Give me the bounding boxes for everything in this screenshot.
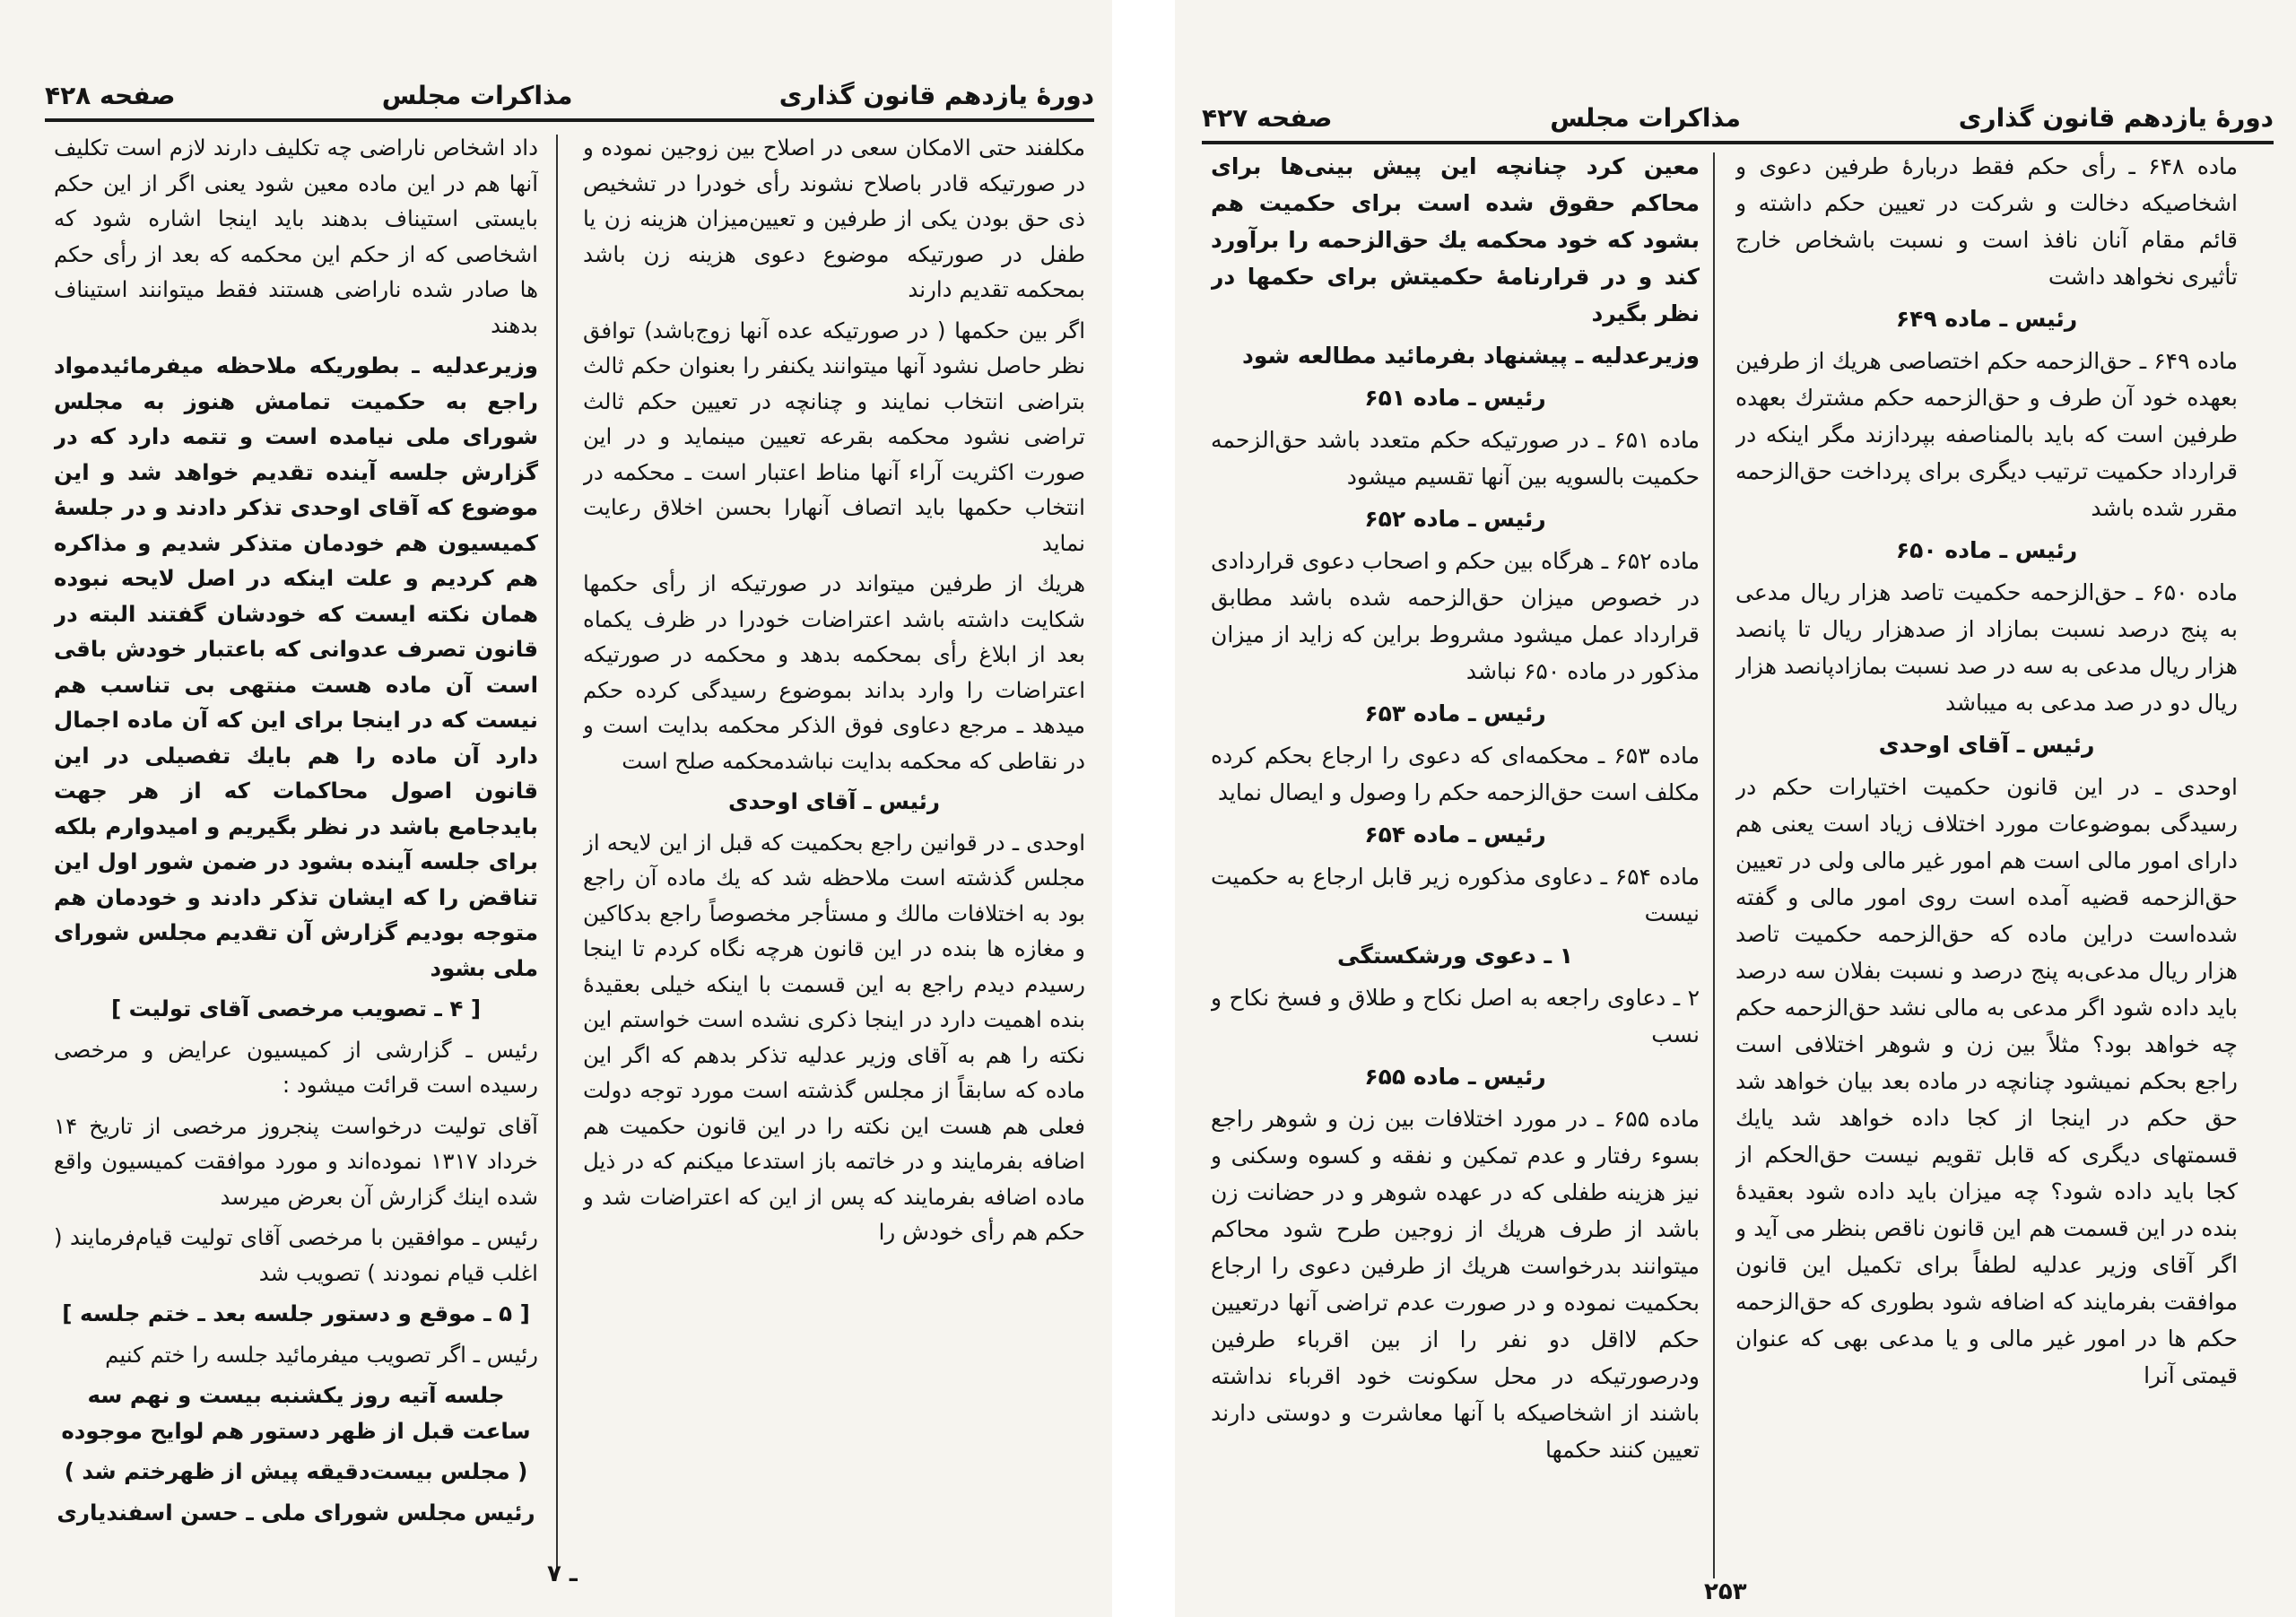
- section-heading: جلسه آتیه روز یکشنبه بیست و نهم سه ساعت قبل از ظهر دستور هم لوایح موجوده: [61, 1382, 531, 1444]
- section-heading: ( مجلس بیست‌دقیقه پیش از ظهرختم شد ): [64, 1458, 528, 1484]
- column-divider: [1713, 152, 1715, 1578]
- section-heading: رئیس ـ ماده ۶۵۰: [1895, 537, 2078, 563]
- paragraph: ماده ۶۵۰ ـ حق‌الزحمه حکمیت تاصد هزار ریال مدعی به پنج درصد نسبت بمازاد از صدهزار ریال تا پانصد هزار ریال مدعی به سه در صد نسبت بمازادپانصد هزار ریال دو در صد مدعی به میباشد: [1735, 579, 2238, 716]
- paragraph: اوحدی ـ در این قانون حکمیت اختیارات حکم در رسیدگی بموضوعات مورد اختلاف زیاد است یعنی هم دارای امور مالی است هم امور غیر مالی ولی در تعیین حق‌الزحمه قضیه آمده است روی امور مالی و گفته شده‌است دراین ماده که حق‌الزحمه حکمیت تاصد هزار ریال مدعی‌به پنج درصد و نسبت بفلان سه درصد باید داده شود اگر مدعی به مالی نشد حق‌الزحمه حکم چه خواهد بود؟ مثلاً بین زن و شوهر اختلافی است راجع بحکم نمیشود چنانچه در ماده بعد بیان خواهد شد حق حکم در اینجا از کجا داده خواهد شد یایك قسمتهای دیگری که قابل تقویم نیست حق‌الحکم از کجا باید داده شود؟ چه میزان باید داده شود بعقیدهٔ بنده در این قسمت هم این قانون ناقص بنظر می آید و اگر آقای وزیر عدلیه لطفاً برای تکمیل این قانون موافقت بفرمایند که اضافه شود بطوری که حق‌الزحمه حکم ها در امور غیر مالی و یا مدعی بهی که عنوان قیمتی آنرا: [1735, 774, 2238, 1388]
- page-footer: ۲۵۳: [1704, 1578, 1747, 1605]
- paragraph: رئیس ـ گزارشی از کمیسیون عرایض و مرخصی رسیده است قرائت میشود :: [54, 1036, 538, 1098]
- paragraph: آقای تولیت درخواست پنجروز مرخصی از تاریخ ۱۴ خرداد ۱۳۱۷ نموده‌اند و مورد موافقت کمیسیون واقع شده اینك گزارش آن بعرض میرسد: [54, 1112, 538, 1210]
- section-heading: رئیس ـ ماده ۶۴۹: [1895, 306, 2078, 332]
- left-page: [0, 0, 1112, 1617]
- paragraph: ۲ ـ دعاوی راجعه به اصل نکاح و طلاق و فسخ نکاح و نسب: [1211, 985, 1700, 1048]
- paragraph: ماده ۶۵۳ ـ محکمه‌ای که دعوی را ارجاع بحکم کرده مکلف است حق‌الزحمه حکم را وصول و ایصال نماید: [1211, 743, 1700, 805]
- section-heading: [ ۵ ـ موقع و دستور جلسه بعد ـ ختم جلسه ]: [62, 1300, 530, 1326]
- paragraph: ماده ۶۴۸ ـ رأی حکم فقط دربارهٔ طرفین دعوی و اشخاصیکه دخالت و شرکت در تعیین حکم داشته و قائم مقام آنان نافذ است و نسبت باشخاص خارج تأثیری نخواهد داشت: [1735, 153, 2238, 290]
- section-heading: رئیس ـ ماده ۶۵۳: [1364, 700, 1546, 726]
- paragraph: ماده ۶۵۲ ـ هرگاه بین حکم و اصحاب دعوی قراردادی در خصوص میزان حق‌الزحمه شده باشد مطابق قرارداد عمل میشود مشروط براین که زاید از میزان مذکور در ماده ۶۵۰ نباشد: [1211, 548, 1700, 684]
- paragraph: مکلفند حتی الامکان سعی در اصلاح بین زوجین نموده و در صورتیکه قادر باصلاح نشوند رأی خودرا در تشخیص ذی حق بودن یکی از طرفین و تعیین‌میزان هزینه زن یا طفل در صورتیکه موضوع دعوی هزینه زن باشد بمحکمه تقدیم دارند: [583, 135, 1085, 302]
- right-page-column-right: [1735, 148, 2238, 1581]
- section-heading: رئیس ـ ماده ۶۵۵: [1364, 1064, 1546, 1090]
- paragraph: ماده ۶۵۴ ـ دعاوی مذکوره زیر قابل ارجاع به حکمیت نیست: [1211, 864, 1700, 926]
- left-page-column-right: [583, 130, 1085, 1581]
- paragraph: داد اشخاص ناراضی چه تکلیف دارند لازم است تکلیف آنها هم در این ماده معین شود یعنی اگر از این حکم بایستی استیناف بدهند باید اینجا اشاره شود که اشخاصی که از حکم این محکمه که بعد از رأی حکم ها صادر شده ناراضی هستند فقط میتوانند استیناف بدهند: [54, 135, 538, 338]
- section-heading: رئیس ـ ماده ۶۵۱: [1364, 385, 1546, 411]
- header-title: مذاکرات مجلس: [381, 80, 573, 110]
- header-period: دورهٔ یازدهم قانون گذاری: [778, 80, 1094, 110]
- section-heading: رئیس ـ آقای اوحدی: [728, 788, 940, 814]
- section-heading: رئیس ـ آقای اوحدی: [1878, 732, 2095, 758]
- header-page-number: صفحه ۴۲۸: [45, 80, 176, 110]
- paragraph: وزیرعدلیه ـ پیشنهاد بفرمائید مطالعه شود: [1242, 343, 1700, 369]
- right-page-header: [1202, 94, 2274, 144]
- section-heading: رئیس مجلس شورای ملی ـ حسن اسفندیاری: [57, 1499, 535, 1526]
- column-divider: [556, 135, 558, 1569]
- left-page-column-left: [54, 130, 538, 1581]
- paragraph: رئیس ـ موافقین با مرخصی آقای تولیت قیام‌فرمایند ( اغلب قیام نمودند ) تصویب شد: [54, 1224, 538, 1286]
- header-page-number: صفحه ۴۲۷: [1202, 102, 1333, 133]
- paragraph: ماده ۶۴۹ ـ حق‌الزحمه حکم اختصاصی هریك از طرفین بعهده خود آن طرف و حق‌الزحمه حکم مشترك بعهده طرفین است که باید بالمناصفه بپردازند مگر اینکه در قرارداد حکمیت ترتیب دیگری برای پرداخت حق‌الزحمه مقرر شده باشد: [1735, 348, 2238, 521]
- paragraph: هریك از طرفین میتواند در صورتیکه از رأی حکمها شکایت داشته باشد اعتراضات خودرا در ظرف یکماه بعد از ابلاغ رأی بمحکمه بدهد و محکمه در صورتیکه اعتراضات را وارد بداند بموضوع رسیدگی کرده حکم میدهد ـ مرجع دعاوی فوق الذکر محکمه بدایت است و در نقاطی که محکمه بدایت نباشدمحکمه صلح است: [583, 570, 1085, 774]
- section-heading: ۱ ـ دعوی ورشکستگی: [1337, 943, 1573, 969]
- left-page-header: [45, 72, 1094, 122]
- paragraph: اوحدی ـ در قوانین راجع بحکمیت که قبل از این لایحه از مجلس گذشته است ملاحظه شد که یك ماده آن راجع بود به اختلافات مالك و مستأجر مخصوصاً راجع بدکاکین و مغازه ها بنده در این قانون هرچه نگاه کردم تا اینجا رسیدم دیدم راجع به این قسمت با اینکه خیلی بعقیدهٔ بنده اهمیت دارد در اینجا ذکری نشده است خواستم این نکته را هم به آقای وزیر عدلیه تذکر بدهم که اگر این ماده که سابقاً از مجلس گذشته است مورد توجه دولت فعلی هم هست این نکته را در این قانون حکمیت هم اضافه بفرمایند و در خاتمه باز استدعا میکنم که در ذیل ماده اضافه بفرمایند که پس از این که اعتراضات شد و حکم هم رأی خودش را: [583, 829, 1085, 1245]
- paragraph: رئیس ـ اگر تصویب میفرمائید جلسه را ختم کنیم: [105, 1341, 538, 1368]
- section-heading: رئیس ـ ماده ۶۵۴: [1364, 822, 1546, 848]
- paragraph: ماده ۶۵۱ ـ در صورتیکه حکم متعدد باشد حق‌الزحمه حکمیت بالسویه بین آنها تقسیم میشود: [1211, 427, 1700, 490]
- section-heading: [ ۴ ـ تصویب مرخصی آقای تولیت ]: [110, 995, 482, 1021]
- paragraph: اگر بین حکمها ( در صورتیکه عده آنها زوج‌باشد) توافق نظر حاصل نشود آنها میتوانند یکنفر را بعنوان حکم ثالث بتراضی انتخاب نمایند و چنانچه در تعیین حکم ثالث تراضی نشود محکمه بقرعه تعیین مینماید و در این صورت اکثریت آراء آنها مناط اعتبار است ـ محکمه در انتخاب حکمها باید اتصاف آنهارا بحسن اخلاق رعایت نماید: [583, 317, 1085, 556]
- right-page-column-left: [1211, 148, 1700, 1581]
- header-title: مذاکرات مجلس: [1550, 102, 1742, 133]
- header-period: دورهٔ یازدهم قانون گذاری: [1958, 102, 2274, 133]
- section-heading: رئیس ـ ماده ۶۵۲: [1364, 506, 1546, 532]
- paragraph: معین کرد چنانچه این پیش بینی‌ها برای محاکم حقوق شده است برای حکمیت هم بشود که خود محکمه یك حق‌الزحمه را برآورد کند و در قرارنامهٔ حکمیتش برای حکمها در نظر بگیرد: [1211, 153, 1700, 326]
- page-footer: ۷ ـ: [547, 1560, 578, 1587]
- right-page: [1175, 0, 2296, 1617]
- paragraph: وزیرعدلیه ـ بطوریکه ملاحظه میفرمائید‌مواد راجع به حکمیت تمامش هنوز به مجلس شورای ملی نیامده است و تتمه دارد که در گزارش جلسه آینده تقدیم خواهد شد و این موضوع که آقای اوحدی تذکر دادند و در جلسهٔ کمیسیون هم خودمان متذکر شدیم و مذاکره هم کردیم و علت اینکه در اصل لایحه نبوده همان نکته ایست که خودشان گفتند البته در قانون تصرف عدوانی که باعتبار خودش باقی است آن ماده هست منتهی بی تناسب هم نیست که در اینجا برای این که آن ماده اجمال دارد آن ماده را هم بایك تفصیلی در این قانون اصول محاکمات که از هر جهت بایدجامع باشد در نظر بگیریم و امیدوارم بلکه برای جلسه آینده بشود در ضمن شور اول این تناقض را که ایشان تذکر دادند و خودمان هم متوجه بودیم گزارش آن تقدیم مجلس شورای ملی بشود: [54, 352, 538, 981]
- paragraph: ماده ۶۵۵ ـ در مورد اختلافات بین زن و شوهر راجع بسوء رفتار و عدم تمکین و نفقه و کسوه وسکنی و نیز هزینه طفلی که در عهده شوهر و در حضانت زن باشد از طرف هریك از زوجین طرح شود محاکم میتوانند بدرخواست هریك از طرفین دعوی را ارجاع بحکمیت نموده و در صورت عدم تراضی آنها درتعیین حکم لااقل دو نفر را از بین اقرباء طرفین ودرصورتیکه در محل سکونت خود اقرباء نداشته باشند از اشخاصیکه با آنها معاشرت و دوستی دارند تعیین کنند حکمها: [1211, 1106, 1700, 1463]
